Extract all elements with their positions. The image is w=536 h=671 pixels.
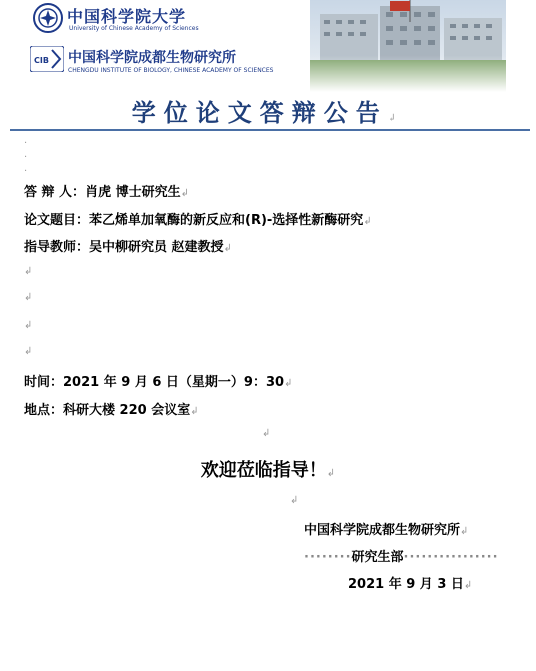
empty-paragraph-mark: ↲ — [24, 346, 33, 357]
time-value: 2021 年 9 月 6 日（星期一）9：30 — [63, 375, 285, 390]
paragraph-mark: ↲ — [223, 243, 232, 254]
signature-dept — [304, 546, 499, 565]
ucas-logo-en: University of Chinese Academy of Sciences — [69, 25, 199, 32]
signature-org — [304, 519, 468, 538]
empty-paragraph-mark: ↲ — [24, 266, 33, 277]
ucas-logo — [33, 3, 199, 37]
signature-dept-value: 研究生部 — [351, 550, 404, 565]
advisor-line — [24, 236, 232, 255]
paragraph-mark: ↲ — [460, 526, 469, 537]
thesis-line — [24, 209, 372, 228]
empty-paragraph-mark: · — [24, 166, 28, 177]
cib-logo — [30, 44, 274, 80]
welcome-text — [0, 456, 536, 482]
cib-badge-text: CIB — [34, 56, 49, 65]
empty-paragraph-mark: · — [24, 152, 28, 163]
advisor-label: 指导教师： — [24, 240, 90, 255]
place-line — [24, 399, 199, 418]
advisor-value: 吴中柳研究员 赵建教授 — [89, 240, 224, 255]
empty-paragraph-mark: · — [24, 138, 28, 149]
ucas-seal-icon — [33, 3, 63, 33]
paragraph-mark: ↲ — [463, 580, 473, 591]
signature-date-value: 2021 年 9 月 3 日 — [348, 577, 464, 592]
paragraph-mark: ↲ — [363, 216, 372, 227]
empty-paragraph-mark: ↲ — [262, 428, 271, 439]
defender-line — [24, 181, 189, 200]
paragraph-mark: ↲ — [387, 113, 405, 124]
cib-emblem-icon — [30, 46, 64, 72]
cib-logo-en: CHENGDU INSTITUTE OF BIOLOGY, CHINESE ACADEMY OF SCIENCES — [68, 67, 274, 74]
paragraph-mark: ↲ — [180, 188, 189, 199]
signature-date — [348, 573, 472, 592]
paragraph-mark: ↲ — [190, 406, 199, 417]
notice-title-text: 学位论文答辩公告 — [131, 98, 388, 127]
notice-title — [0, 93, 536, 128]
place-value: 科研大楼 220 会议室 — [63, 403, 191, 418]
campus-building-photo — [310, 0, 506, 92]
thesis-value: 苯乙烯单加氧酶的新反应和(R)-选择性新酶研究 — [89, 213, 364, 228]
thesis-label: 论文题目： — [24, 213, 90, 228]
place-label: 地点： — [24, 403, 64, 418]
paragraph-mark: ↲ — [326, 468, 336, 479]
defender-label: 答 辩 人： — [24, 185, 86, 200]
time-label: 时间： — [24, 375, 64, 390]
signature-org-value: 中国科学院成都生物研究所 — [304, 523, 461, 538]
leader-dots: ········ — [304, 550, 352, 565]
empty-paragraph-mark: ↲ — [24, 292, 33, 303]
cib-logo-cn: 中国科学院成都生物研究所 — [68, 50, 236, 66]
empty-paragraph-mark: ↲ — [290, 495, 299, 506]
welcome-value: 欢迎莅临指导！ — [200, 460, 327, 481]
title-divider — [10, 129, 530, 131]
defender-value: 肖虎 博士研究生 — [85, 185, 181, 200]
paragraph-mark: ↲ — [284, 378, 293, 389]
ucas-logo-cn: 中国科学院大学 — [67, 7, 187, 26]
empty-paragraph-mark: ↲ — [24, 320, 33, 331]
time-line — [24, 371, 292, 390]
leader-dots: ················ — [403, 550, 499, 565]
